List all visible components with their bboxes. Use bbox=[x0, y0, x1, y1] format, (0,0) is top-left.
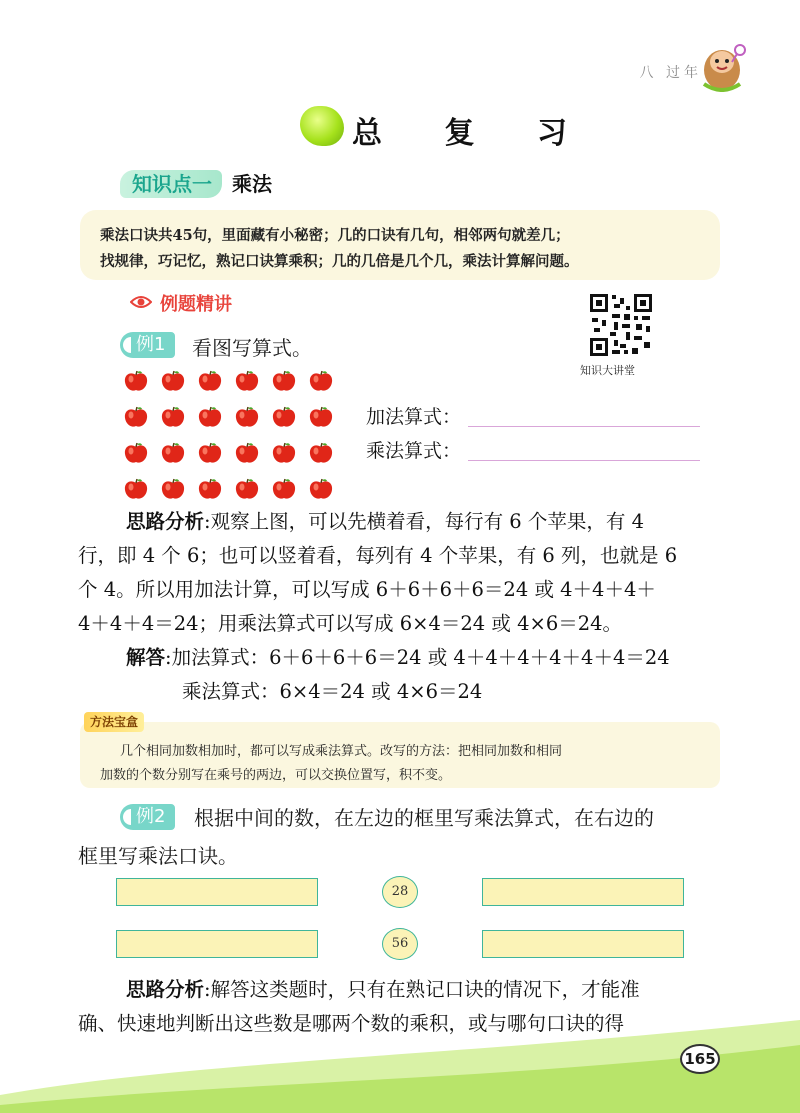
apple-icon bbox=[272, 370, 296, 392]
method-tip-tag: 方法宝盒 bbox=[84, 712, 144, 732]
formula-answer-box[interactable] bbox=[116, 930, 318, 958]
analysis-1-line: 行，即 4 个 6；也可以竖着看，每列有 4 个苹果，有 6 列，也就是 6 bbox=[78, 544, 678, 567]
apple-icon bbox=[235, 478, 259, 500]
number-28: 28 bbox=[382, 876, 418, 908]
apple-icon bbox=[235, 442, 259, 464]
apple-icon bbox=[309, 478, 333, 500]
apple-icon bbox=[198, 406, 222, 428]
apple-icon bbox=[124, 442, 148, 464]
analysis-2-line bbox=[126, 974, 640, 1002]
number-56: 56 bbox=[382, 928, 418, 960]
knowledge-point-name: 乘法 bbox=[232, 172, 272, 196]
apple-icon bbox=[309, 370, 333, 392]
answer-1-addition: :加法算式：6＋6＋6＋6＝24 或 4＋4＋4＋4＋4＋4＝24 bbox=[165, 646, 670, 669]
apple-icon bbox=[198, 442, 222, 464]
apple-icon bbox=[309, 406, 333, 428]
method-tip-line: 加数的个数分别写在乘号的两边，可以交换位置写，积不变。 bbox=[100, 768, 452, 783]
apple-icon bbox=[235, 406, 259, 428]
analysis-1-line: 个 4。所以用加法计算，可以写成 6＋6＋6＋6＝24 或 4＋4＋4＋ bbox=[78, 578, 656, 601]
answer-1-line bbox=[126, 642, 670, 670]
apple-icon bbox=[161, 370, 185, 392]
apple-icon bbox=[124, 478, 148, 500]
qr-code-icon[interactable] bbox=[588, 292, 654, 358]
analysis-1-line bbox=[126, 506, 644, 534]
mascot-icon bbox=[700, 40, 748, 92]
mnemonic-answer-box[interactable] bbox=[482, 930, 684, 958]
title-decoration bbox=[300, 106, 344, 146]
example-1-badge: 例1 bbox=[120, 332, 175, 358]
method-tip-line: 几个相同加数相加时，都可以写成乘法算式。改写的方法：把相同加数和相同 bbox=[120, 744, 563, 759]
example-2-prompt-line: 框里写乘法口诀。 bbox=[78, 844, 238, 868]
mnemonic-answer-box[interactable] bbox=[482, 878, 684, 906]
apple-icon bbox=[161, 478, 185, 500]
multiplication-answer-line[interactable] bbox=[468, 460, 700, 461]
mnemonic-line: 找规律，巧记忆，熟记口诀算乘积；几的几倍是几个几，乘法计算解问题。 bbox=[100, 253, 579, 270]
knowledge-point-tag: 知识点一 bbox=[120, 170, 222, 198]
example-2-badge: 例2 bbox=[120, 804, 175, 830]
mnemonic-line: 乘法口诀共45句，里面藏有小秘密；几的口诀有几句，相邻两句就差几； bbox=[100, 227, 570, 244]
apple-icon bbox=[124, 406, 148, 428]
apple-icon bbox=[124, 370, 148, 392]
analysis-2-label: 思路分析 bbox=[126, 978, 205, 1001]
analysis-1-label: 思路分析 bbox=[126, 510, 205, 533]
apple-icon bbox=[198, 370, 222, 392]
chapter-header: 八 过年 bbox=[639, 65, 702, 81]
qr-caption: 知识大讲堂 bbox=[580, 364, 635, 377]
section-title: 例题精讲 bbox=[160, 294, 232, 315]
analysis-2-line: 确、快速地判断出这些数是哪两个数的乘积，或与哪句口诀的得 bbox=[78, 1012, 625, 1035]
apple-icon bbox=[309, 442, 333, 464]
page-number: 165 bbox=[680, 1044, 720, 1074]
apple-icon bbox=[272, 442, 296, 464]
analysis-1-text: :观察上图，可以先横着看，每行有 6 个苹果，有 4 bbox=[204, 510, 644, 533]
addition-label: 加法算式： bbox=[366, 406, 462, 428]
analysis-2-text: :解答这类题时，只有在熟记口诀的情况下，才能准 bbox=[204, 978, 640, 1001]
example-2-prompt-line: 根据中间的数，在左边的框里写乘法算式，在右边的 bbox=[194, 806, 654, 830]
multiplication-label: 乘法算式： bbox=[366, 440, 462, 462]
page-title: 总 复 习 bbox=[352, 116, 593, 151]
apple-icon bbox=[161, 406, 185, 428]
apple-icon bbox=[272, 478, 296, 500]
apple-icon bbox=[161, 442, 185, 464]
eye-icon bbox=[130, 294, 152, 310]
answer-1-multiplication: 乘法算式：6×4＝24 或 4×6＝24 bbox=[182, 680, 483, 703]
example-1-prompt: 看图写算式。 bbox=[192, 336, 312, 360]
analysis-1-line: 4＋4＋4＝24；用乘法算式可以写成 6×4＝24 或 4×6＝24。 bbox=[78, 612, 623, 635]
apple-icon bbox=[235, 370, 259, 392]
answer-1-label: 解答 bbox=[126, 646, 166, 669]
addition-answer-line[interactable] bbox=[468, 426, 700, 427]
apple-icon bbox=[272, 406, 296, 428]
apple-icon bbox=[198, 478, 222, 500]
formula-answer-box[interactable] bbox=[116, 878, 318, 906]
